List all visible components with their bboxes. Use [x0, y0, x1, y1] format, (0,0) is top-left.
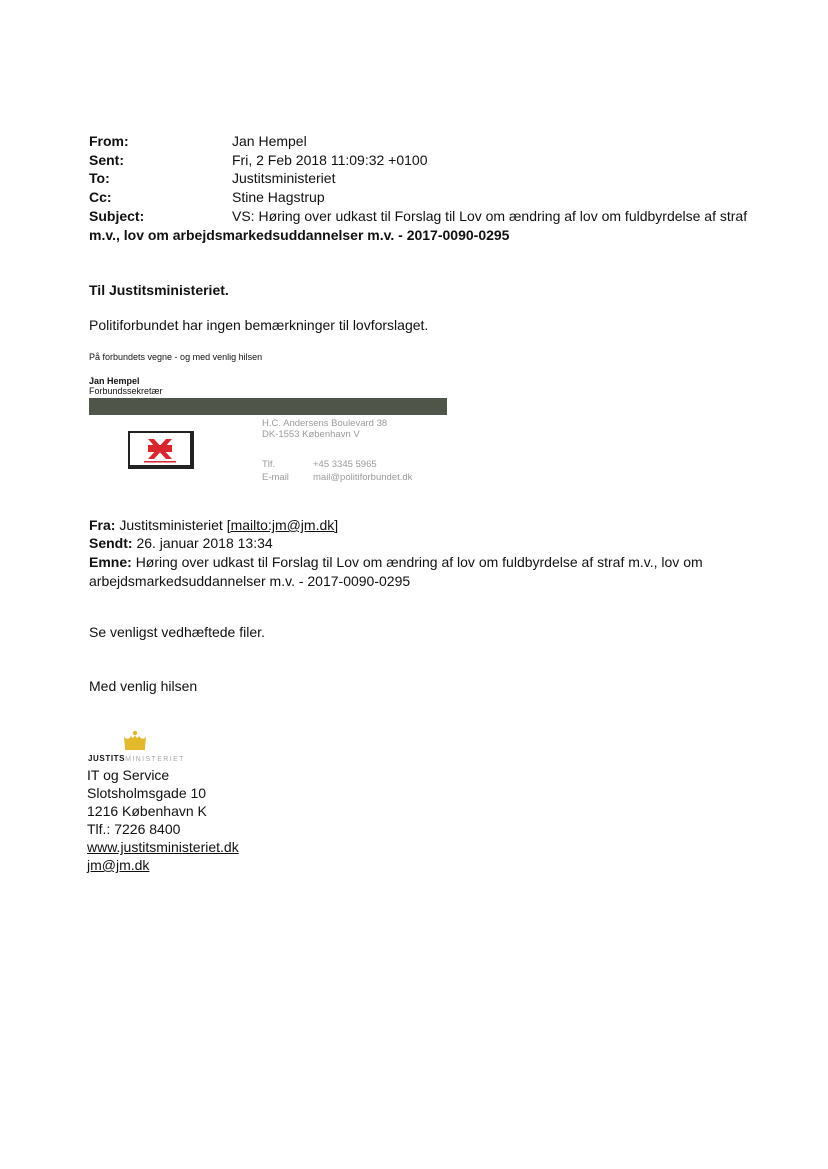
- to-value: Justitsministeriet: [232, 170, 336, 186]
- phone-label: Tlf.: [262, 459, 276, 470]
- sent-value: Fri, 2 Feb 2018 11:09:32 +0100: [232, 152, 428, 168]
- fra-mailto-link[interactable]: [mailto:jm@jm.dk]: [226, 517, 339, 533]
- ministry-city: 1216 København K: [87, 803, 207, 819]
- ministry-phone: Tlf.: 7226 8400: [87, 821, 181, 837]
- ministry-dept: IT og Service: [87, 767, 170, 783]
- phone-value: +45 3345 5965: [313, 459, 377, 470]
- sender-title: Forbundssekretær: [89, 386, 163, 396]
- fra-value: Justitsministeriet: [119, 517, 223, 533]
- from-label: From:: [89, 133, 129, 149]
- forwarded-body: Se venligst vedhæftede filer.: [89, 624, 265, 640]
- cc-value: Stine Hagstrup: [232, 189, 325, 205]
- sendt-value: 26. januar 2018 13:34: [136, 535, 273, 551]
- reply-closing: På forbundets vegne - og med venlig hilsen: [89, 352, 263, 362]
- politiforbundet-logo: [128, 431, 194, 469]
- forwarded-from: [89, 517, 338, 533]
- crown-icon: [122, 730, 148, 752]
- email-label: E-mail: [262, 472, 289, 483]
- ministry-website-link[interactable]: www.justitsministeriet.dk: [87, 839, 239, 855]
- ministry-email-link[interactable]: jm@jm.dk: [87, 857, 150, 873]
- sent-label: Sent:: [89, 152, 124, 168]
- subject-label: Subject:: [89, 208, 145, 224]
- subject-value-line1: VS: Høring over udkast til Forslag til Lov om ændring af lov om fuldbyrdelse af straf: [232, 208, 748, 224]
- sendt-label: Sendt:: [89, 535, 133, 551]
- fra-label: Fra:: [89, 517, 116, 533]
- reply-body: Politiforbundet har ingen bemærkninger til lovforslaget.: [89, 317, 429, 333]
- emne-line2: arbejdsmarkedsuddannelser m.v. - 2017-0090-0295: [89, 573, 411, 589]
- emne-label: Emne:: [89, 554, 132, 570]
- address-line1: H.C. Andersens Boulevard 38: [262, 418, 388, 429]
- email-value[interactable]: mail@politiforbundet.dk: [313, 472, 413, 483]
- redaction-bar: [89, 398, 447, 415]
- logo-word-bold: JUSTITS: [88, 754, 126, 763]
- reply-greeting: Til Justitsministeriet.: [89, 282, 229, 298]
- sender-name: Jan Hempel: [89, 376, 140, 386]
- forwarded-closing: Med venlig hilsen: [89, 678, 198, 694]
- emne-line1: Høring over udkast til Forslag til Lov om ændring af lov om fuldbyrdelse af straf m.v., lov om: [135, 554, 703, 570]
- ministry-logo-text: [88, 754, 185, 763]
- from-value: Jan Hempel: [232, 133, 307, 149]
- to-label: To:: [89, 170, 110, 186]
- subject-value-line2: m.v., lov om arbejdsmarkedsuddannelser m.v. - 2017-0090-0295: [89, 227, 510, 243]
- forwarded-sent: [89, 535, 273, 551]
- cc-label: Cc:: [89, 189, 112, 205]
- forwarded-subject: [89, 554, 703, 570]
- ministry-street: Slotsholmsgade 10: [87, 785, 207, 801]
- logo-word-light: MINISTERIET: [125, 756, 185, 763]
- cross-logo-icon: [130, 433, 190, 465]
- address-line2: DK-1553 København V: [262, 429, 360, 440]
